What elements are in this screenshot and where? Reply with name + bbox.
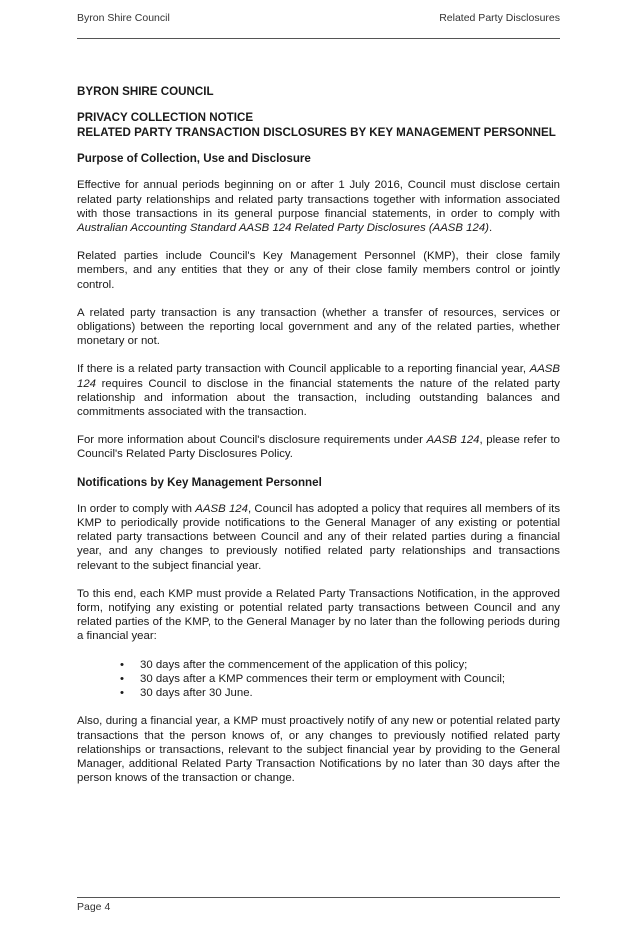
paragraph-disclosure-requirement: If there is a related party transaction with Council applicable to a reporting financial year, AASB 124 requires Council to disclose in the financial statements the nature of the related party relationship and information about the transaction, including outstanding balances and commitments associated with the transaction.	[77, 363, 560, 419]
paragraph-kmp-policy: In order to comply with AASB 124, Council has adopted a policy that requires all members of its KMP to periodically provide notifications to the General Manager of any existing or potential related party transactions between Council and any of their related parties during a financial year, and any changes to previously notified related party relationships and transactions relevant to the subject financial year.	[77, 502, 561, 572]
section-heading-purpose: Purpose of Collection, Use and Disclosure	[77, 152, 311, 166]
section-heading-notifications: Notifications by Key Management Personnel	[77, 475, 322, 489]
list-item: • 30 days after a KMP commences their term or employment with Council;	[140, 672, 560, 686]
list-item: • 30 days after the commencement of the application of this policy;	[140, 658, 560, 672]
header-divider	[77, 38, 560, 39]
paragraph-proactive-notification: Also, during a financial year, a KMP must proactively notify of any new or potential related party transactions that the person knows of, or any changes to previously notified related party relationships or transactions, relevant to the subject financial year by providing to the General Manager, additional Related Party Transaction Notifications by no later than 30 days after the person knows of the transaction or change.	[77, 715, 560, 785]
paragraph-purpose-intro: Effective for annual periods beginning on or after 1 July 2016, Council must disclose certain related party relationships and related party transactions together with information associated with those transactions in its general purpose financial statements, in order to comply with Australian Accounting Standard AASB 124 Related Party Disclosures (AASB 124).	[77, 179, 560, 235]
paragraph-related-parties: Related parties include Council's Key Management Personnel (KMP), their close family members, and any entities that they or any of their close family members control or jointly control.	[77, 250, 560, 291]
document-body	[77, 85, 560, 785]
notification-periods-list	[77, 658, 560, 701]
paragraph-more-information: For more information about Council's disclosure requirements under AASB 124, please refer to Council's Related Party Disclosures Policy.	[77, 434, 561, 461]
header-document-title: Related Party Disclosures	[439, 12, 560, 24]
notice-subtitle: RELATED PARTY TRANSACTION DISCLOSURES BY KEY MANAGEMENT PERSONNEL	[77, 125, 556, 139]
list-item: • 30 days after 30 June.	[140, 686, 560, 700]
header-council-name: Byron Shire Council	[77, 12, 170, 24]
document-title: BYRON SHIRE COUNCIL	[77, 85, 214, 98]
page-number: Page 4	[77, 901, 111, 913]
paragraph-related-party-transaction: A related party transaction is any transaction (whether a transfer of resources, services or obligations) between the reporting local government and any of the related parties, whether monetary or not.	[77, 306, 560, 348]
footer-divider	[77, 897, 560, 898]
page-header	[77, 12, 560, 28]
paragraph-notification-form: To this end, each KMP must provide a Related Party Transactions Notification, in the approved form, notifying any existing or potential related party transactions between Council and any related parties of the KMP, to the General Manager by no later than the following periods during a financial year:	[77, 587, 560, 643]
notice-title: PRIVACY COLLECTION NOTICE	[77, 111, 254, 125]
